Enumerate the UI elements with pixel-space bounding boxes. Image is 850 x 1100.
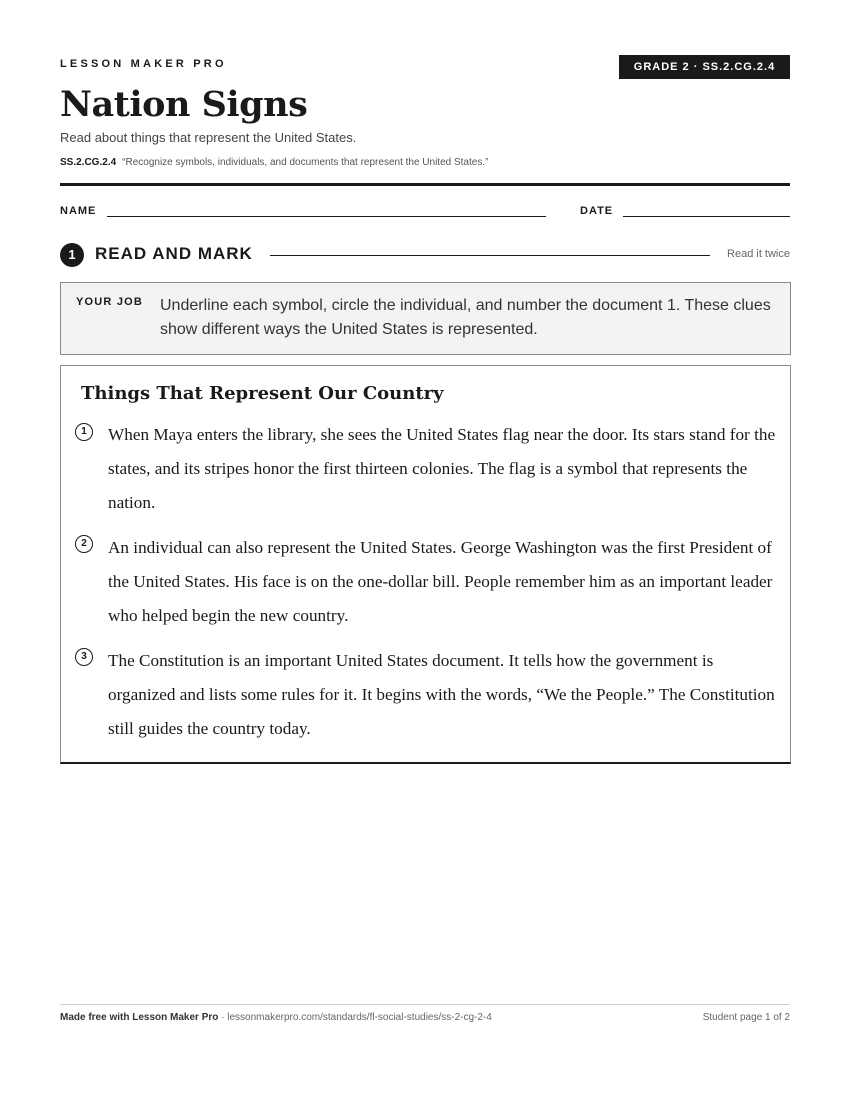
instructions-label: YOUR JOB [76, 296, 144, 308]
page-subtitle: Read about things that represent the United States. [60, 130, 357, 145]
brand-name: LESSON MAKER PRO [60, 58, 227, 70]
section-divider [270, 255, 710, 256]
page-title: Nation Signs [60, 84, 308, 125]
section-note: Read it twice [727, 248, 790, 260]
name-label: NAME [60, 205, 97, 217]
instructions-box [60, 282, 791, 355]
paragraph-number-3: 3 [75, 648, 93, 666]
paragraph-3: The Constitution is an important United States document. It tells how the government is organized and lists some rules for it. It begins with the words, “We the People.” The Constitution still guides the country today. [108, 651, 775, 738]
footer-made-with: Made free with Lesson Maker Pro [60, 1012, 219, 1023]
paragraph-1: When Maya enters the library, she sees the United States flag near the door. Its stars stand for the states, and its stripes honor the first thirteen colonies. The flag is a symbol that represents the nation. [108, 425, 776, 512]
standard-text: “Recognize symbols, individuals, and documents that represent the United States.” [122, 157, 489, 168]
name-field[interactable] [107, 216, 546, 217]
footer-credit [60, 1012, 492, 1023]
paragraph-number-1: 1 [75, 423, 93, 441]
paragraph-number-2: 2 [75, 535, 93, 553]
footer-page-number: Student page 1 of 2 [702, 1012, 790, 1023]
section-title: READ AND MARK [95, 244, 253, 263]
grade-badge: GRADE 2 · SS.2.CG.2.4 [619, 55, 790, 79]
instructions-text: Underline each symbol, circle the individual, and number the document 1. These clues show different ways the United States is represented. [160, 297, 771, 338]
paragraph-2: An individual can also represent the United States. George Washington was the first President of the United States. His face is on the one-dollar bill. People remember him as an important leader who helped begin the new country. [108, 538, 773, 625]
header-divider [60, 183, 790, 186]
footer-divider [60, 1004, 790, 1005]
standard-code: SS.2.CG.2.4 [60, 157, 117, 168]
footer-url[interactable]: · lessonmakerpro.com/standards/fl-social-studies/ss-2-cg-2-4 [218, 1012, 492, 1023]
date-label: DATE [580, 205, 614, 217]
standard-line [60, 157, 488, 168]
section-number: 1 [60, 243, 84, 267]
passage-title: Things That Represent Our Country [81, 383, 444, 404]
date-field[interactable] [623, 216, 790, 217]
reading-passage [60, 365, 791, 764]
